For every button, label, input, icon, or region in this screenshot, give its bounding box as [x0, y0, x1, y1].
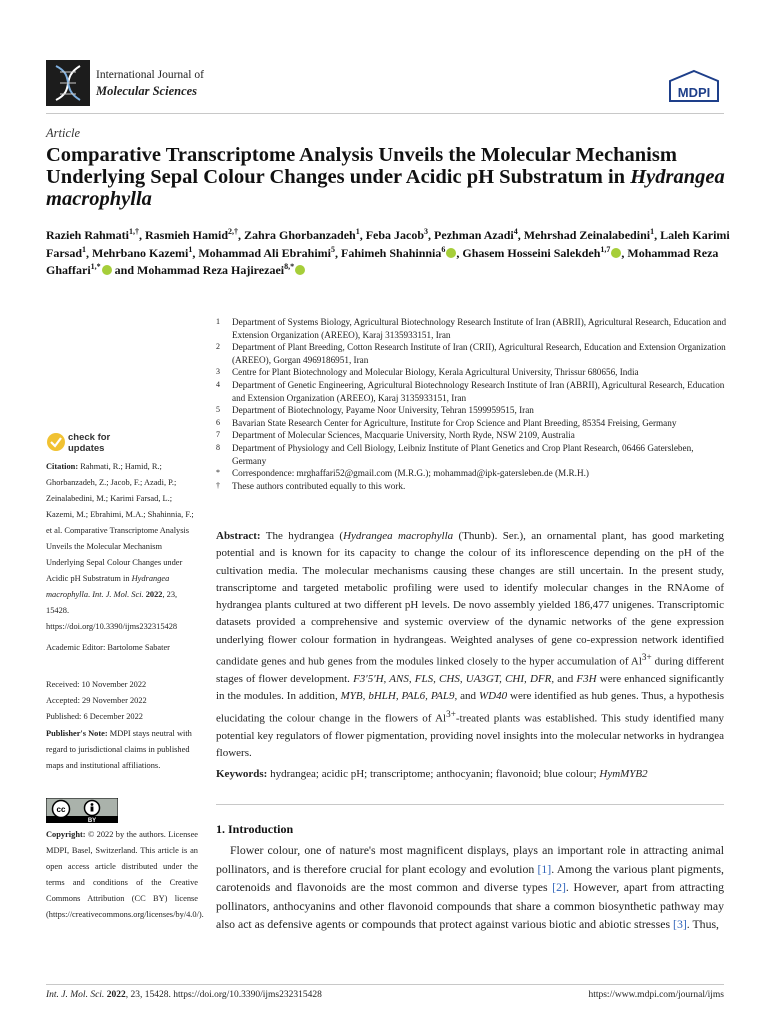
title-text: Comparative Transcriptome Analysis Unveils the Molecular Mechanism Underlying Sepal Colour Changes under Acidic pH Substratum in: [46, 144, 677, 188]
affiliation-number: 7: [216, 430, 220, 440]
author-affiliation-sup: 4: [513, 227, 518, 236]
abstract-gene-wd40: WD40: [478, 690, 508, 703]
author-name: Mehrbano Kazemi: [92, 245, 189, 260]
author-name: Feba Jacob: [365, 228, 425, 242]
abstract-label: Abstract:: [216, 530, 261, 542]
intro-text-2: . Among the various plant pigments, carotenoids and flavonoids are the most common and diverse types: [216, 861, 724, 895]
date-received: Received: 10 November 2022: [46, 680, 147, 689]
abstract-gene-f3h: F3H: [576, 673, 597, 686]
abstract-text-4: and: [554, 673, 577, 686]
author-affiliation-sup: 1,†: [129, 227, 139, 236]
author-separator: ,: [456, 245, 463, 260]
affiliation-text: These authors contributed equally to this work.: [232, 480, 406, 491]
affiliation-number: 4: [216, 379, 220, 389]
academic-editor: Academic Editor: Bartolome Sabater: [46, 643, 170, 652]
author-separator: ,: [621, 245, 628, 260]
affiliation-number: 8: [216, 442, 220, 452]
publisher-note-text: MDPI stays neutral with regard to jurisdictional claims in published maps and institutional affiliations.: [46, 729, 192, 770]
journal-name-line1: International Journal of: [96, 69, 204, 81]
intro-text-3: . However, apart from attracting pollinators, anthocyanins and other flavonoid compounds that share a common biosynthetic pathway may also act as defensive agents or compounds that protect against various biotic and abiotic stresses: [216, 880, 724, 932]
author-name: Ghasem Hosseini Salekdeh: [462, 245, 601, 260]
author-separator: ,: [238, 228, 245, 242]
introduction-paragraph: [216, 841, 724, 934]
author-affiliation-sup: 3: [424, 227, 429, 236]
affiliation-item: [216, 417, 728, 430]
citation-volume: , 23, 15428. https://doi.org/10.3390/ijms232315428: [46, 590, 178, 631]
publisher-note: [46, 726, 198, 774]
author-separator: ,: [335, 245, 342, 260]
author-list: [46, 227, 736, 280]
article-title: [46, 144, 736, 210]
author-affiliation-sup: 1: [355, 227, 360, 236]
keywords-label: Keywords:: [216, 768, 268, 780]
author-affiliation-sup: 2,†: [228, 227, 239, 236]
footer-journal: Int. J. Mol. Sci.: [46, 990, 105, 1000]
affiliation-item: [216, 366, 728, 379]
cc-by-license-icon[interactable]: [46, 798, 118, 823]
intro-text-1: Flower colour, one of nature's most magnificent displays, plays an important role in attracting animal pollinators, and is therefore crucial for plant ecology and evolution: [216, 843, 724, 876]
affiliation-item: [216, 379, 728, 404]
abstract-text-5: were enhanced significantly in the modules. In addition,: [216, 673, 725, 703]
section-divider: [216, 804, 724, 805]
ref-link-2[interactable]: [2]: [552, 880, 566, 895]
affiliation-item: [216, 429, 728, 442]
date-published: Published: 6 December 2022: [46, 712, 143, 721]
affiliation-number: †: [216, 480, 220, 490]
dates-block: [46, 677, 198, 725]
affiliation-item: [216, 404, 728, 417]
affiliation-item: [216, 480, 728, 493]
title-species: Hydrangea macrophylla: [46, 166, 725, 210]
ref-link-3[interactable]: [3]: [673, 917, 687, 932]
date-accepted: Accepted: 29 November 2022: [46, 696, 147, 705]
affiliation-number: 3: [216, 367, 220, 377]
abstract-text-8: -treated plants was established. This study identified many potential key regulators of flower pigmentation, providing novel insights into the molecular networks in hydrangea flowers.: [216, 712, 724, 759]
abstract-genes-2: MYB, bHLH, PAL6, PAL9,: [340, 690, 458, 703]
keywords-last: HymMYB2: [599, 768, 648, 780]
affiliation-list: [216, 316, 728, 492]
abstract-species: Hydrangea macrophylla: [343, 530, 454, 542]
abstract-text-2: (Thunb). Ser.), an ornamental plant, has good marketing potential and is known for its capacity to change the colour of its inflorescence depending on the pH of the cultivation media. The molecular mechanisms causing these changes are still uncertain. In the present study, transcriptome and targeted metabolic profiling were used to identify molecular changes in the RNAome of hydrangea plants cultured at two different pH levels. De novo assembly yielded 186,477 unigenes. Transcriptomic datasets provided a comprehensive and systemic overview of the dynamic networks of the gene expression underlying flower colour formation in hydrangeas. Weighted analyses of gene co-expression network identified candidate genes and hub genes from the modules linked closely to the hyper accumulation of Al: [216, 530, 724, 668]
article-type: Article: [46, 126, 81, 140]
affiliation-number: *: [216, 468, 220, 478]
affiliation-text: Department of Molecular Sciences, Macquarie University, North Ryde, NSW 2109, Australia: [232, 430, 575, 441]
affiliation-item: [216, 341, 728, 366]
affiliation-text: Correspondence: mrghaffari52@gmail.com (M.R.G.); mohammad@ipk-gatersleben.de (M.R.H.): [232, 468, 589, 479]
footer-citation: [46, 990, 322, 1000]
publisher-note-label: Publisher's Note:: [46, 729, 108, 738]
affiliation-item: [216, 316, 728, 341]
author-affiliation-sup: 8,*: [284, 262, 295, 271]
intro-text-4: . Thus,: [686, 917, 720, 932]
affiliation-text: Department of Genetic Engineering, Agricultural Biotechnology Research Institute of Iran (ABRII), Agricultural Research, Education and Extension Organization (AREEO), Karaj 3135933151, Iran: [232, 379, 725, 403]
keywords: [216, 766, 724, 782]
check-line2: updates: [68, 443, 105, 454]
abstract-text-7: were identified as hub genes. Thus, a hypothesis elucidating the colour change in the flowers of Al: [216, 690, 724, 725]
abstract-text-3: during different stages of flower development.: [216, 655, 725, 686]
affiliation-text: Centre for Plant Biotechnology and Molecular Biology, Kerala Agricultural University, Thrissur 680656, India: [232, 367, 639, 378]
author-separator: and: [111, 263, 138, 277]
abstract-text-1: The hydrangea (: [265, 530, 344, 542]
citation-sep: .: [88, 590, 93, 599]
affiliation-item: [216, 467, 728, 480]
journal-logo-icon: [46, 60, 90, 106]
citation-block: [46, 459, 198, 635]
author-affiliation-sup: 1: [82, 244, 86, 254]
copyright-text: © 2022 by the authors. Licensee MDPI, Basel, Switzerland. This article is an open access article distributed under the terms and conditions of the Creative Commons Attribution (CC BY) license (https://creativecommons.org/licenses/by/4.0/).: [46, 830, 204, 919]
citation-label: Citation:: [46, 462, 79, 471]
footer-url[interactable]: https://www.mdpi.com/journal/ijms: [588, 990, 724, 1000]
section-heading-introduction: 1. Introduction: [216, 822, 294, 836]
check-line1: check for: [68, 432, 111, 443]
affiliation-text: Department of Systems Biology, Agricultural Biotechnology Research Institute of Iran (ABRII), Agricultural Research, Education and Extension Organization (AREEO), Karaj 3135933151, Iran: [232, 317, 727, 340]
author-name: Fahimeh Shahinnia: [341, 245, 442, 260]
author-name: Mohammad Ali Ebrahimi: [198, 245, 332, 260]
affiliation-text: Department of Biotechnology, Payame Noor University, Tehran 1599959515, Iran: [232, 405, 534, 416]
affiliation-number: 2: [216, 342, 220, 352]
author-name: Rasmieh Hamid: [145, 228, 229, 242]
footer-doi: , 23, 15428. https://doi.org/10.3390/ijms232315428: [125, 990, 322, 1000]
author-affiliation-sup: 1: [188, 244, 193, 254]
author-name: Mohammad Reza Ghaffari: [46, 245, 719, 277]
header-divider: [46, 113, 724, 114]
affiliation-item: [216, 442, 728, 467]
orcid-icon[interactable]: [102, 265, 112, 275]
orcid-icon[interactable]: [446, 248, 456, 258]
author-separator: ,: [654, 228, 661, 242]
author-name: Mohammad Reza Hajirezaei: [137, 263, 285, 277]
affiliation-number: 1: [216, 317, 220, 326]
abstract-text-6: and: [457, 690, 479, 703]
footer-year: 2022: [106, 990, 126, 1000]
check-for-updates-badge[interactable]: [46, 430, 166, 454]
citation-year: 2022: [145, 590, 163, 599]
abstract-genes-1: F3′5′H, ANS, FLS, CHS, UA3GT, CHI, DFR,: [353, 673, 555, 686]
mdpi-logo-icon[interactable]: [666, 69, 722, 105]
author-affiliation-sup: 6: [441, 244, 446, 254]
orcid-icon[interactable]: [295, 265, 305, 275]
author-separator: ,: [517, 228, 524, 242]
affiliation-text: Bavarian State Research Center for Agriculture, Institute for Crop Science and Plant Breeding, 85354 Freising, Germany: [232, 417, 677, 428]
footer-divider: [46, 984, 724, 985]
citation-journal: Int. J. Mol. Sci.: [92, 590, 144, 599]
affiliation-text: Department of Physiology and Cell Biology, Leibniz Institute of Plant Genetics and Crop Plant Research, 06466 Gatersleben, Germany: [232, 442, 694, 466]
cc-label: cc: [56, 805, 66, 814]
affiliation-number: 5: [216, 405, 220, 415]
abstract: [216, 528, 724, 762]
author-separator: ,: [428, 228, 435, 242]
citation-text: Rahmati, R.; Hamid, R.; Ghorbanzadeh, Z.; Jacob, F.; Azadi, P.; Zeinalabedini, M.; Karimi Farsad, L.; Kazemi, M.; Ebrahimi, M.A.; Shahinnia, F.; et al. Comparative Transcriptome Analysis Unveils the Molecular Mechanism Underlying Sepal Colour Changes under Acidic pH Substratum in: [46, 462, 194, 583]
copyright-block: [46, 827, 204, 923]
author-affiliation-sup: 1,*: [90, 262, 101, 271]
orcid-icon[interactable]: [611, 248, 621, 258]
author-name: Pezhman Azadi: [434, 228, 514, 242]
copyright-label: Copyright:: [46, 830, 86, 839]
ref-link-1[interactable]: [1]: [537, 861, 552, 876]
author-affiliation-sup: 1,7: [600, 244, 611, 254]
affiliation-text: Department of Plant Breeding, Cotton Research Institute of Iran (CRII), Agricultural Research, Education and Extension Organization (AREEO), Gorgan 4969186951, Iran: [232, 342, 726, 365]
author-name: Laleh Karimi Farsad: [46, 228, 730, 260]
abstract-sup-1: 3+: [641, 652, 652, 663]
citation-species: Hydrangea macrophylla: [46, 574, 170, 599]
author-separator: ,: [359, 228, 366, 242]
author-separator: ,: [192, 245, 199, 260]
author-name: Razieh Rahmati: [46, 228, 129, 242]
author-affiliation-sup: 5: [331, 244, 336, 254]
author-separator: ,: [139, 228, 145, 242]
by-label: BY: [87, 818, 97, 823]
affiliation-number: 6: [216, 417, 220, 427]
author-name: Zahra Ghorbanzadeh: [244, 228, 356, 242]
mdpi-logo-text: MDPI: [677, 85, 711, 100]
keywords-text: hydrangea; acidic pH; transcriptome; anthocyanin; flavonoid; blue colour;: [270, 768, 600, 780]
abstract-sup-2: 3+: [446, 708, 456, 719]
journal-name-line2: Molecular Sciences: [96, 84, 198, 98]
author-affiliation-sup: 1: [650, 227, 655, 236]
author-name: Mehrshad Zeinalabedini: [523, 228, 651, 242]
author-separator: ,: [86, 245, 92, 260]
